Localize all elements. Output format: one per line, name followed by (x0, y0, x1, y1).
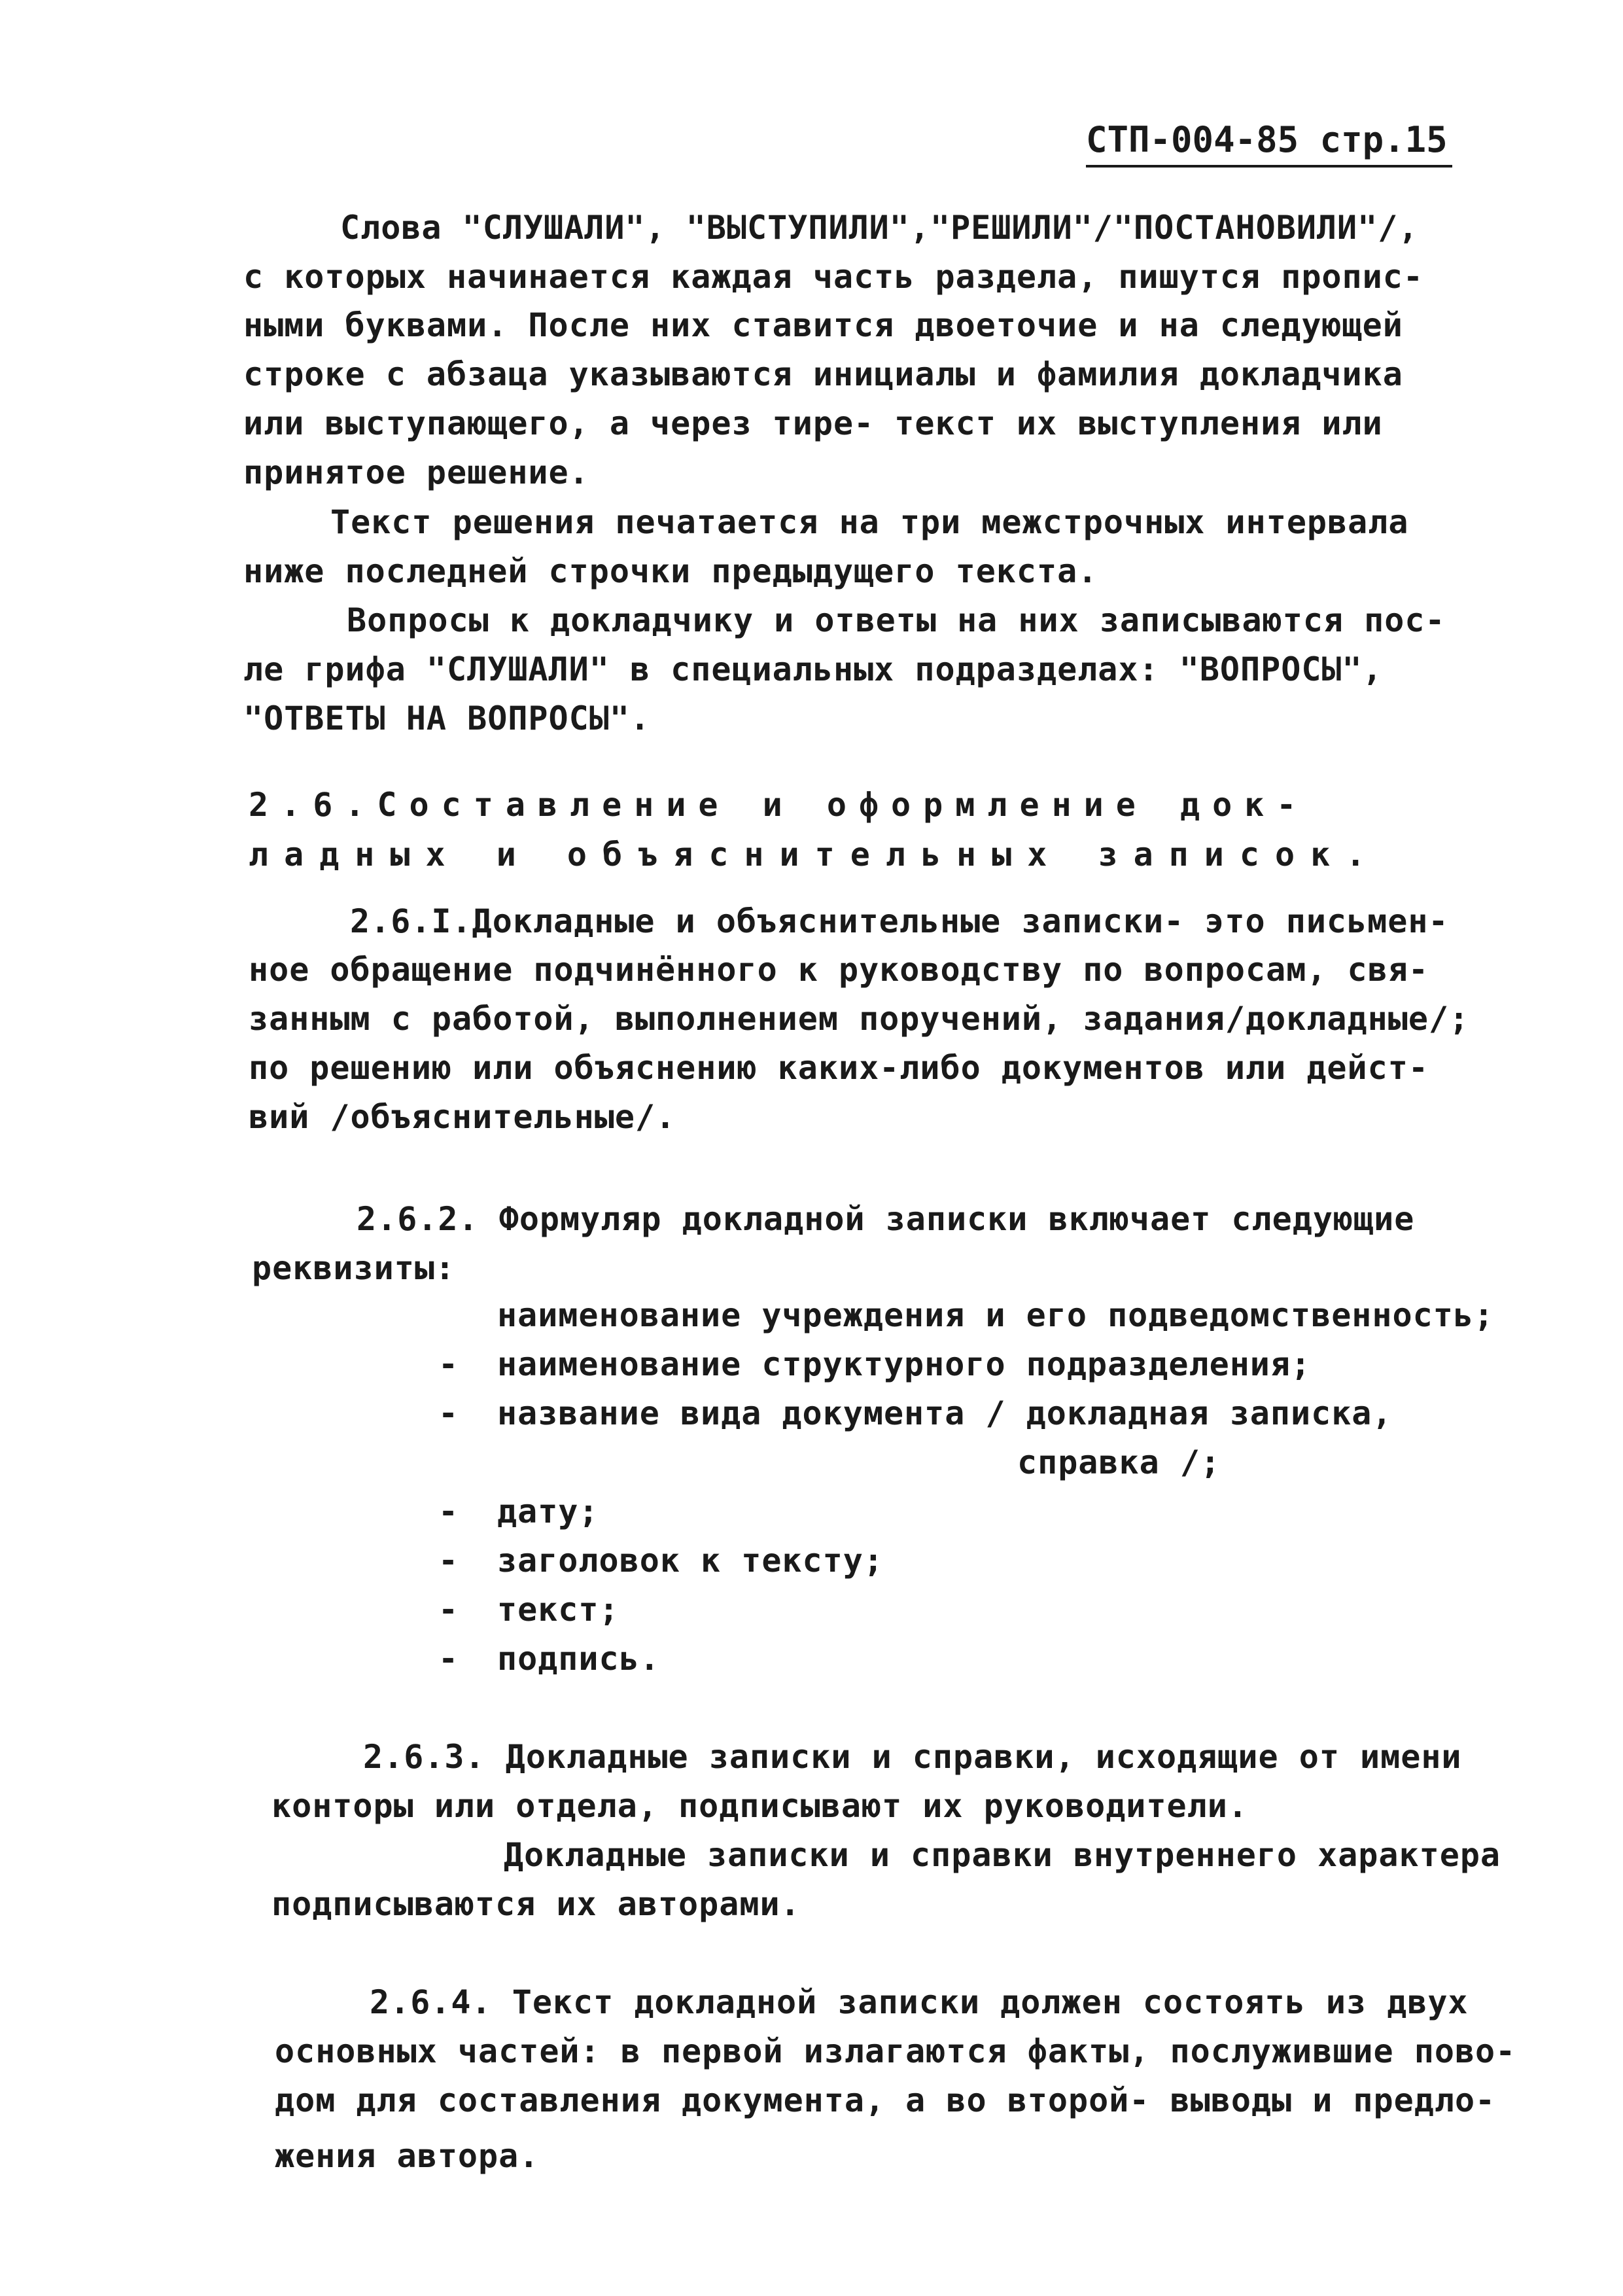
header-underline (1086, 165, 1452, 168)
text-line: конторы или отдела, подписывают их руководители. (271, 1787, 1248, 1825)
requisite-item: дату; (497, 1492, 599, 1530)
text-line: "ОТВЕТЫ НА ВОПРОСЫ". (243, 699, 651, 737)
text-line: реквизиты: (252, 1249, 456, 1287)
text-line: подписываются их авторами. (271, 1885, 801, 1923)
list-dash: - (438, 1394, 459, 1432)
text-line: ле грифа "СЛУШАЛИ" в специальных подразделах: "ВОПРОСЫ", (243, 650, 1383, 688)
text-line: по решению или объяснению каких-либо документов или дейст- (249, 1049, 1429, 1087)
text-line: 2.6.I.Докладные и объяснительные записки- это письмен- (350, 902, 1449, 940)
requisite-item: наименование учреждения и его подведомственность; (497, 1296, 1495, 1334)
text-line: вий /объяснительные/. (249, 1098, 676, 1136)
text-line: принятое решение. (243, 453, 589, 491)
list-dash: - (438, 1542, 459, 1580)
text-line: основных частей: в первой излагаются факты, послужившие пово- (275, 2032, 1516, 2070)
page-header-code: СТП-004-85 стр.15 (1086, 119, 1448, 160)
text-line: строке с абзаца указываются инициалы и фамилия докладчика (243, 355, 1403, 393)
text-line: 2.6.3. Докладные записки и справки, исходящие от имени (363, 1738, 1462, 1776)
requisite-item: текст; (497, 1591, 620, 1629)
text-line: Текст решения печатается на три межстрочных интервала (330, 503, 1409, 541)
section-heading: 2.6.Составление и оформление док- (249, 786, 1309, 824)
text-line: Вопросы к докладчику и ответы на них записываются пос- (347, 601, 1446, 639)
text-line: 2.6.2. Формуляр докладной записки включает следующие (357, 1200, 1415, 1238)
list-dash: - (438, 1492, 459, 1530)
text-line: дом для составления документа, а во второй- выводы и предло- (275, 2081, 1496, 2119)
list-dash: - (438, 1591, 459, 1629)
text-line: Докладные записки и справки внутреннего характера (504, 1836, 1501, 1874)
requisite-item: наименование структурного подразделения; (497, 1345, 1312, 1383)
requisite-item: заголовок к тексту; (497, 1542, 884, 1580)
text-line: или выступающего, а через тире- текст их выступления или (243, 404, 1383, 442)
text-line: жения автора. (275, 2137, 540, 2175)
text-line: ными буквами. После них ставится двоеточие и на следующей (243, 306, 1403, 344)
list-dash: - (438, 1640, 459, 1678)
text-line: ное обращение подчинённого к руководству по вопросам, свя- (249, 951, 1429, 989)
requisite-item: название вида документа / докладная записка, (497, 1394, 1393, 1432)
text-line: 2.6.4. Текст докладной записки должен состоять из двух (370, 1983, 1469, 2021)
text-line: занным с работой, выполнением поручений, задания/докладные/; (249, 1000, 1470, 1038)
list-dash: - (438, 1345, 459, 1383)
text-line: Слова "СЛУШАЛИ", "ВЫСТУПИЛИ","РЕШИЛИ"/"ПОСТАНОВИЛИ"/, (340, 209, 1419, 247)
requisite-item-continuation: справка /; (1017, 1443, 1221, 1481)
requisite-item: подпись. (497, 1640, 660, 1678)
section-heading: ладных и объяснительных записок. (249, 836, 1382, 874)
text-line: с которых начинается каждая часть раздела, пишутся пропис- (243, 258, 1423, 296)
text-line: ниже последней строчки предыдущего текста. (243, 552, 1098, 590)
